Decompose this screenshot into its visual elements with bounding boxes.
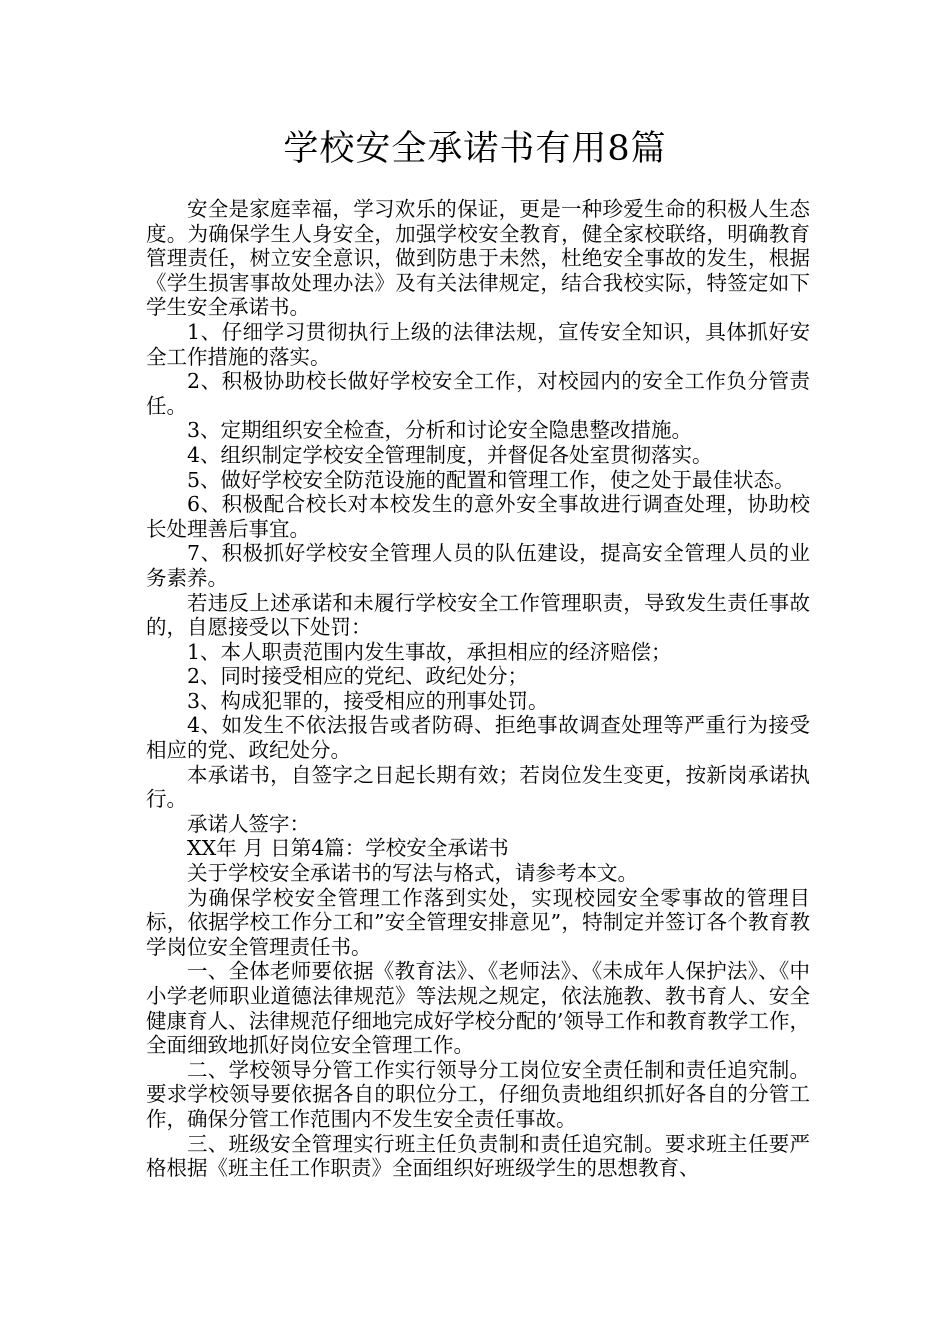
paragraph-item-2: 2、积极协助校长做好学校安全工作，对校园内的安全工作负分管责任。 <box>146 369 810 418</box>
document-title: 学校安全承诺书有用8篇 <box>283 129 667 169</box>
paragraph-date-heading: XX年 月 日第4篇：学校安全承诺书 <box>187 836 509 861</box>
paragraph-penalty-3: 3、构成犯罪的，接受相应的刑事处罚。 <box>187 688 549 713</box>
paragraph-section-2: 二、学校领导分管工作实行领导分工岗位安全责任制和责任追究制。要求学校领导要依据各自的职位分工，仔细负责地组织抓好各自的分管工作，确保分管工作范围内不发生安全责任事故。 <box>146 1057 810 1131</box>
paragraph-reference: 关于学校安全承诺书的写法与格式，请参考本文。 <box>187 861 638 886</box>
paragraph-penalty-2: 2、同时接受相应的党纪、政纪处分； <box>187 664 529 689</box>
paragraph-penalty-1: 1、本人职责范围内发生事故，承担相应的经济赔偿； <box>187 639 672 664</box>
paragraph-intro: 安全是家庭幸福，学习欢乐的保证，更是一种珍爱生命的积极人生态度。为确保学生人身安全，加强学校安全教育，健全家校联络，明确教育管理责任，树立安全意识，做到防患于未然，杜绝安全事故的发生，根据《学生损害事故处理办法》及有关法律规定，结合我校实际，特签定如下学生安全承诺书。 <box>146 197 810 320</box>
paragraph-item-6: 6、积极配合校长对本校发生的意外安全事故进行调查处理，协助校长处理善后事宜。 <box>146 492 810 541</box>
paragraph-penalty-intro: 若违反上述承诺和未履行学校安全工作管理职责，导致发生责任事故的，自愿接受以下处罚： <box>146 590 810 640</box>
paragraph-validity: 本承诺书，自签字之日起长期有效；若岗位发生变更，按新岗承诺执行。 <box>146 762 810 812</box>
paragraph-item-1: 1、仔细学习贯彻执行上级的法律法规，宣传安全知识，具体抓好安全工作措施的落实。 <box>146 319 810 369</box>
paragraph-item-4: 4、组织制定学校安全管理制度，并督促各处室贯彻落实。 <box>187 442 713 467</box>
paragraph-item-3: 3、定期组织安全检查，分析和讨论安全隐患整改措施。 <box>187 418 693 443</box>
paragraph-section-1: 一、全体老师要依据《教育法》、《老师法》、《未成年人保护法》、《中小学老师职业道德法律规范》等法规之规定，依法施教、教书育人、安全健康育人、法律规范仔细地完成好学校分配的’领导工作和教育教学工作，全面细致地抓好岗位安全管理工作。 <box>146 959 810 1058</box>
document-body <box>146 197 810 1181</box>
paragraph-penalty-4: 4、如发生不依法报告或者防碍、拒绝事故调查处理等严重行为接受相应的党、政纪处分。 <box>146 713 810 763</box>
paragraph-purpose: 为确保学校安全管理工作落到实处，实现校园安全零事故的管理目标，依据学校工作分工和”安全管理安排意见”，特制定并签订各个教育教学岗位安全管理责任书。 <box>146 885 810 959</box>
paragraph-item-5: 5、做好学校安全防范设施的配置和管理工作，使之处于最佳状态。 <box>187 467 795 492</box>
paragraph-signature: 承诺人签字： <box>187 811 310 836</box>
paragraph-section-3: 三、班级安全管理实行班主任负责制和责任追究制。要求班主任要严格根据《班主任工作职责》全面组织好班级学生的思想教育、 <box>146 1131 810 1181</box>
paragraph-item-7: 7、积极抓好学校安全管理人员的队伍建设，提高安全管理人员的业务素养。 <box>146 541 810 590</box>
